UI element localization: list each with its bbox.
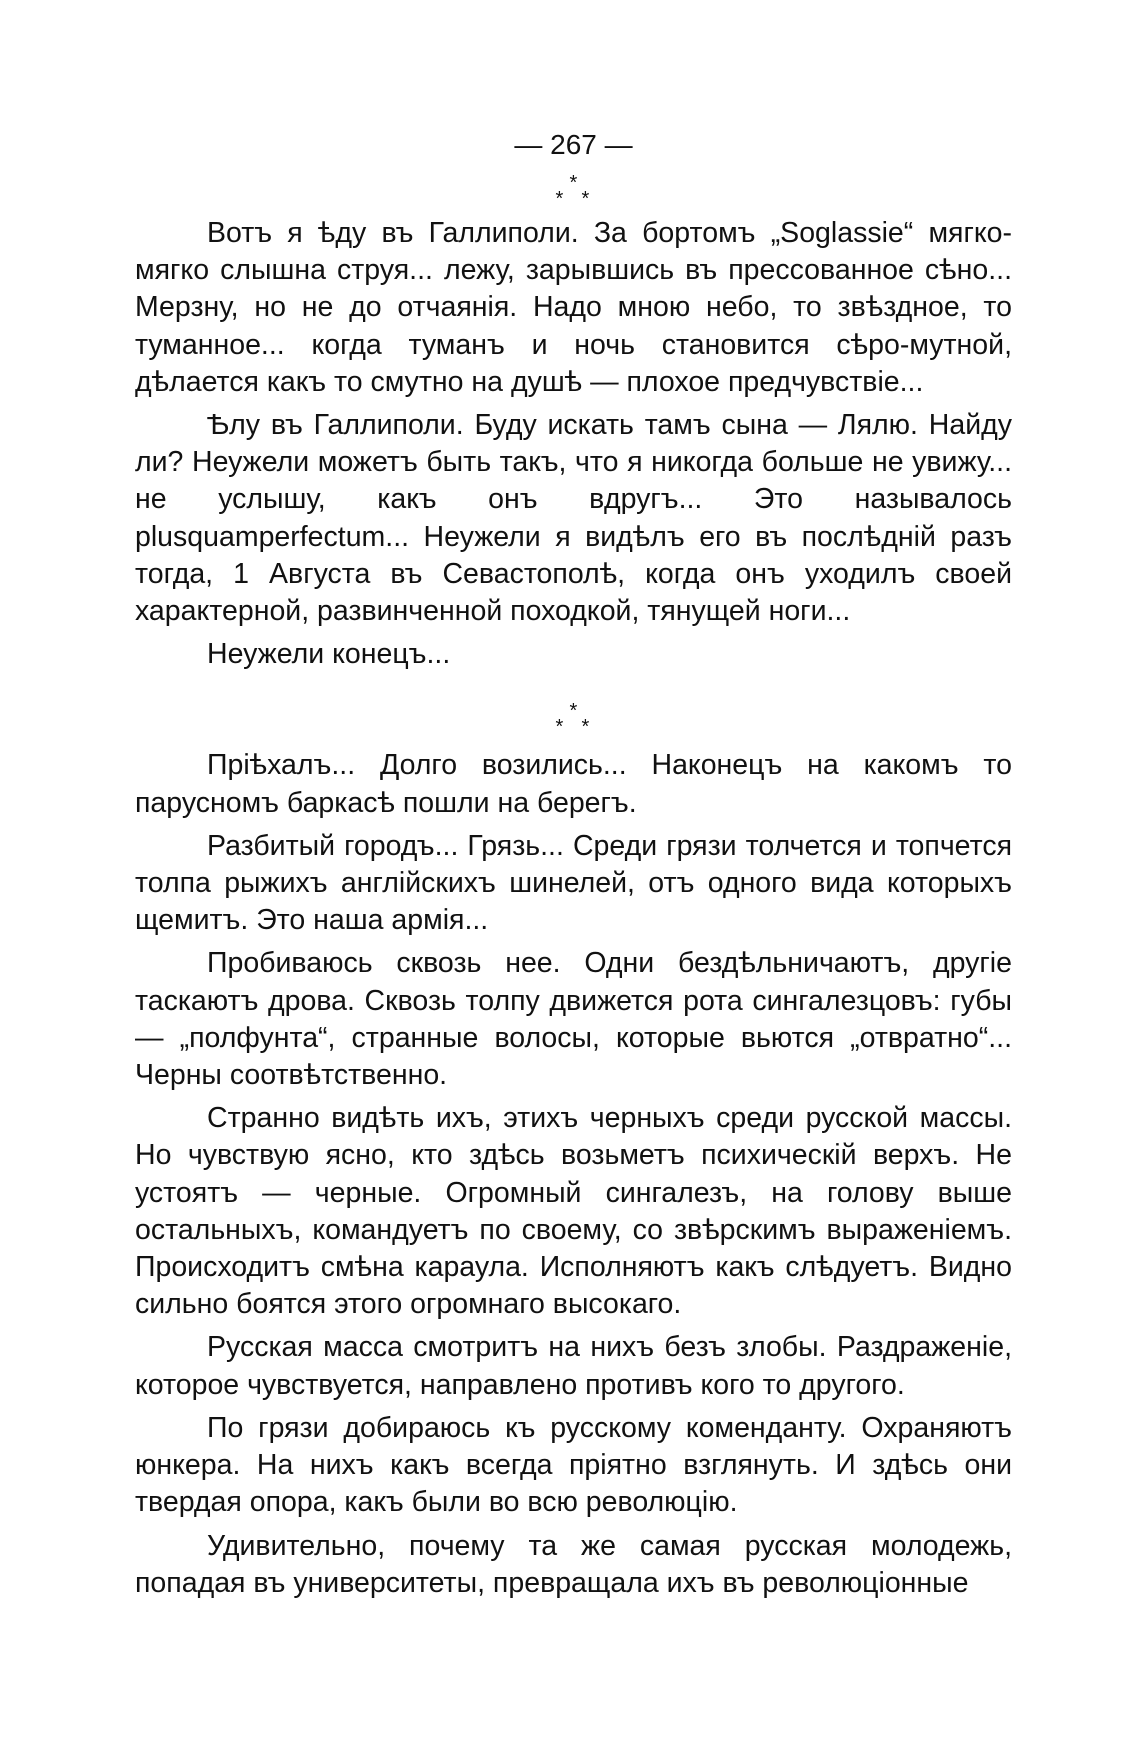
paragraph: Пробиваюсь сквозь нее. Одни бездѣльничаютъ, другіе таскаютъ дрова. Сквозь толпу движется рота сингалезцовъ: губы — „полфунта“, странные волосы, которые вьются „отвратно“... Черны соотвѣтственно.	[135, 947, 1012, 1092]
asterism-star: *	[569, 700, 578, 723]
paragraph: Удивительно, почему та же самая русская молодежь, попадая въ университеты, превращала ихъ въ революціонные	[135, 1529, 1012, 1599]
asterism-star: *	[581, 188, 590, 210]
asterism-star: *	[555, 188, 564, 210]
paragraph: Ѣлу въ Галлиполи. Буду искать тамъ сына — Лялю. Найду ли? Неужели можетъ быть такъ, что я никогда больше не увижу... не услышу, какъ онъ вдругъ... Это называлось plusquamperfectum... Неужели я видѣлъ его въ послѣдній разъ тогда, 1 Августа въ Севастополѣ, когда онъ уходилъ своей характерной, развинченной походкой, тянущей ноги...	[135, 409, 1012, 628]
paragraph: Разбитый городъ... Грязь... Среди грязи толчется и топчется толпа рыжихъ англійскихъ шинелей, отъ одного вида которыхъ щемитъ. Это наша армія...	[135, 829, 1012, 937]
asterism-star: *	[569, 172, 578, 194]
page-number: — 267 —	[514, 129, 633, 160]
paragraph: Вотъ я ѣду въ Галлиполи. За бортомъ „Soglassie“ мягко-мягко слышна струя... лежу, зарывшись въ прессованное сѣно... Мерзну, но не до отчаянія. Надо мною небо, то звѣздное, то туманное... когда туманъ и ночь становится сѣро-мутной, дѣлается какъ то смутно на душѣ — плохое предчувствіе...	[135, 217, 1012, 398]
asterism-star: *	[581, 716, 590, 739]
paragraph: Русская масса смотритъ на нихъ безъ злобы. Раздраженіе, которое чувствуется, направлено противъ кого то другого.	[135, 1331, 1012, 1401]
page-text-column	[135, 125, 1012, 1608]
asterism-1	[544, 171, 604, 215]
paragraph: По грязи добираюсь къ русскому коменданту. Охраняютъ юнкера. На нихъ какъ всегда пріятно взглянуть. И здѣсь они твердая опора, какъ были во всю революцію.	[135, 1411, 1012, 1519]
asterism-star: *	[555, 716, 564, 739]
asterism-2	[544, 699, 604, 743]
paragraph: Пріѣхалъ... Долго возились... Наконецъ на какомъ то парусномъ баркасѣ пошли на берегъ.	[135, 749, 1012, 819]
paragraph: Неужели конецъ...	[207, 638, 451, 671]
section-gap	[135, 679, 1012, 699]
paragraph: Странно видѣть ихъ, этихъ черныхъ среди русской массы. Но чувствую ясно, кто здѣсь возьметъ психическій верхъ. Не устоятъ — черные. Огромный сингалезъ, на голову выше остальныхъ, командуетъ по своему, со звѣрскимъ выраженіемъ. Происходитъ смѣна караула. Исполняютъ какъ слѣдуетъ. Видно сильно боятся этого огромнаго высокаго.	[135, 1102, 1012, 1321]
